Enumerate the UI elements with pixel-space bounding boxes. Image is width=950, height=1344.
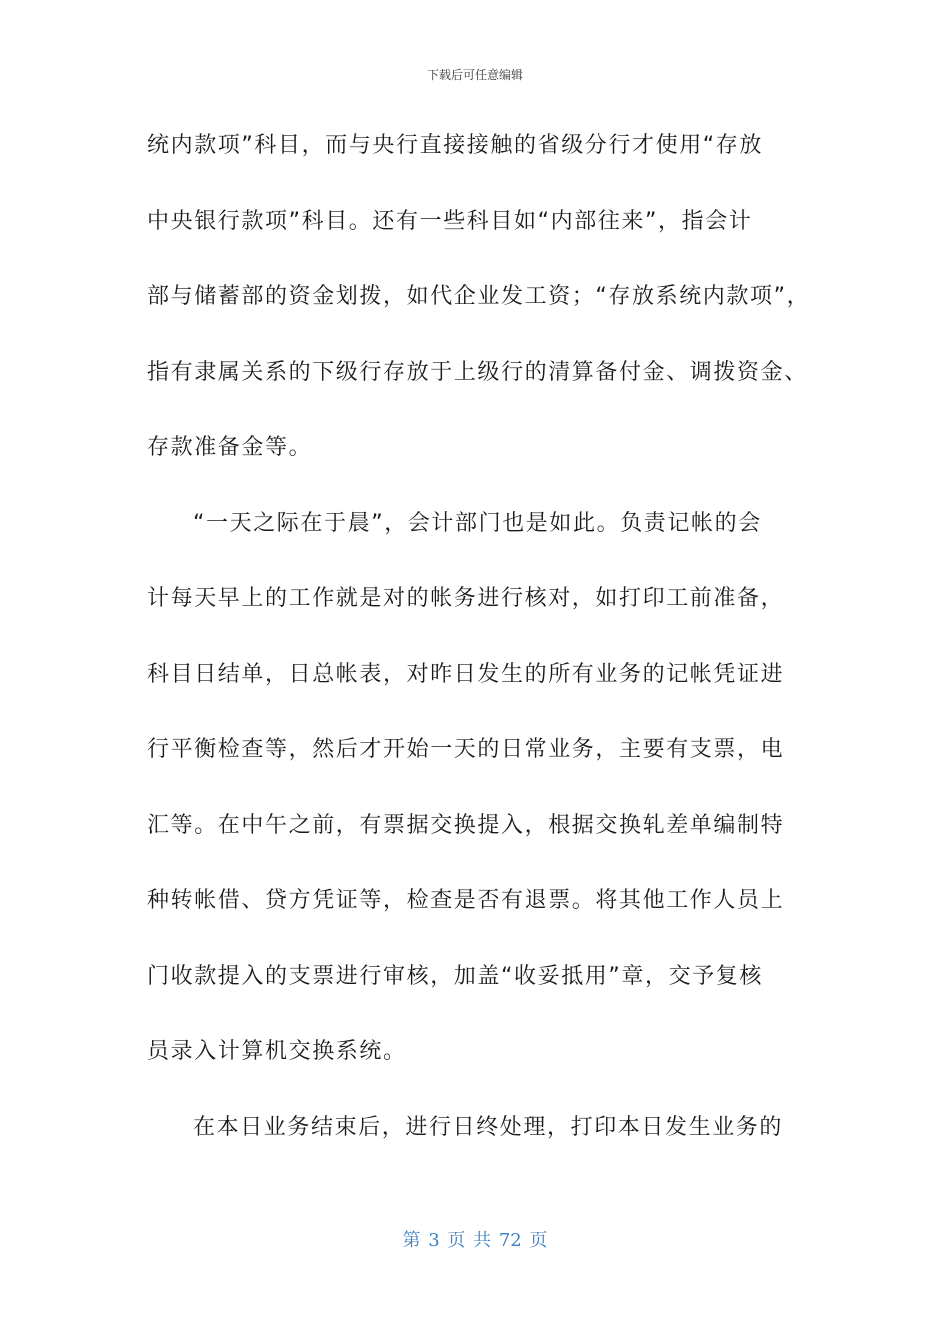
text-line: 门收款提入的支票进行审核，加盖“收妥抵用”章，交予复核 (147, 963, 763, 989)
page-number-footer: 第 3 页 共 72 页 (402, 1230, 548, 1251)
text-line: 存款准备金等。 (147, 435, 313, 460)
text-line: 部与储蓄部的资金划拨，如代企业发工资；“存放系统内款项”， (147, 284, 811, 309)
text-line: 行平衡检查等，然后才开始一天的日常业务，主要有支票，电 (147, 737, 785, 762)
paragraph-3 (147, 1102, 819, 1178)
text-line: 指有隶属关系的下级行存放于上级行的清算备付金、调拨资金、 (147, 359, 808, 385)
text-line: 汇等。在中午之前，有票据交换提入，根据交换轧差单编制特 (147, 812, 785, 838)
document-body (147, 120, 819, 1177)
text-line: 中央银行款项”科目。还有一些科目如“内部往来”，指会计 (147, 208, 753, 234)
text-line: 计每天早上的工作就是对的帐务进行核对，如打印工前准备， (147, 586, 785, 611)
paragraph-2 (147, 498, 819, 1102)
text-line: 统内款项”科目，而与央行直接接触的省级分行才使用“存放 (147, 133, 763, 158)
text-line: 科目日结单，日总帐表，对昨日发生的所有业务的记帐凭证进 (147, 661, 785, 687)
text-line: “一天之际在于晨”，会计部门也是如此。负责记帐的会 (193, 510, 762, 536)
text-line: 员录入计算机交换系统。 (147, 1039, 407, 1064)
text-line: 在本日业务结束后，进行日终处理，打印本日发生业务的 (193, 1114, 784, 1140)
text-line: 种转帐借、贷方凭证等，检查是否有退票。将其他工作人员上 (147, 888, 785, 913)
paragraph-1 (147, 120, 819, 498)
page-header: 下载后可任意编辑 (426, 68, 523, 82)
